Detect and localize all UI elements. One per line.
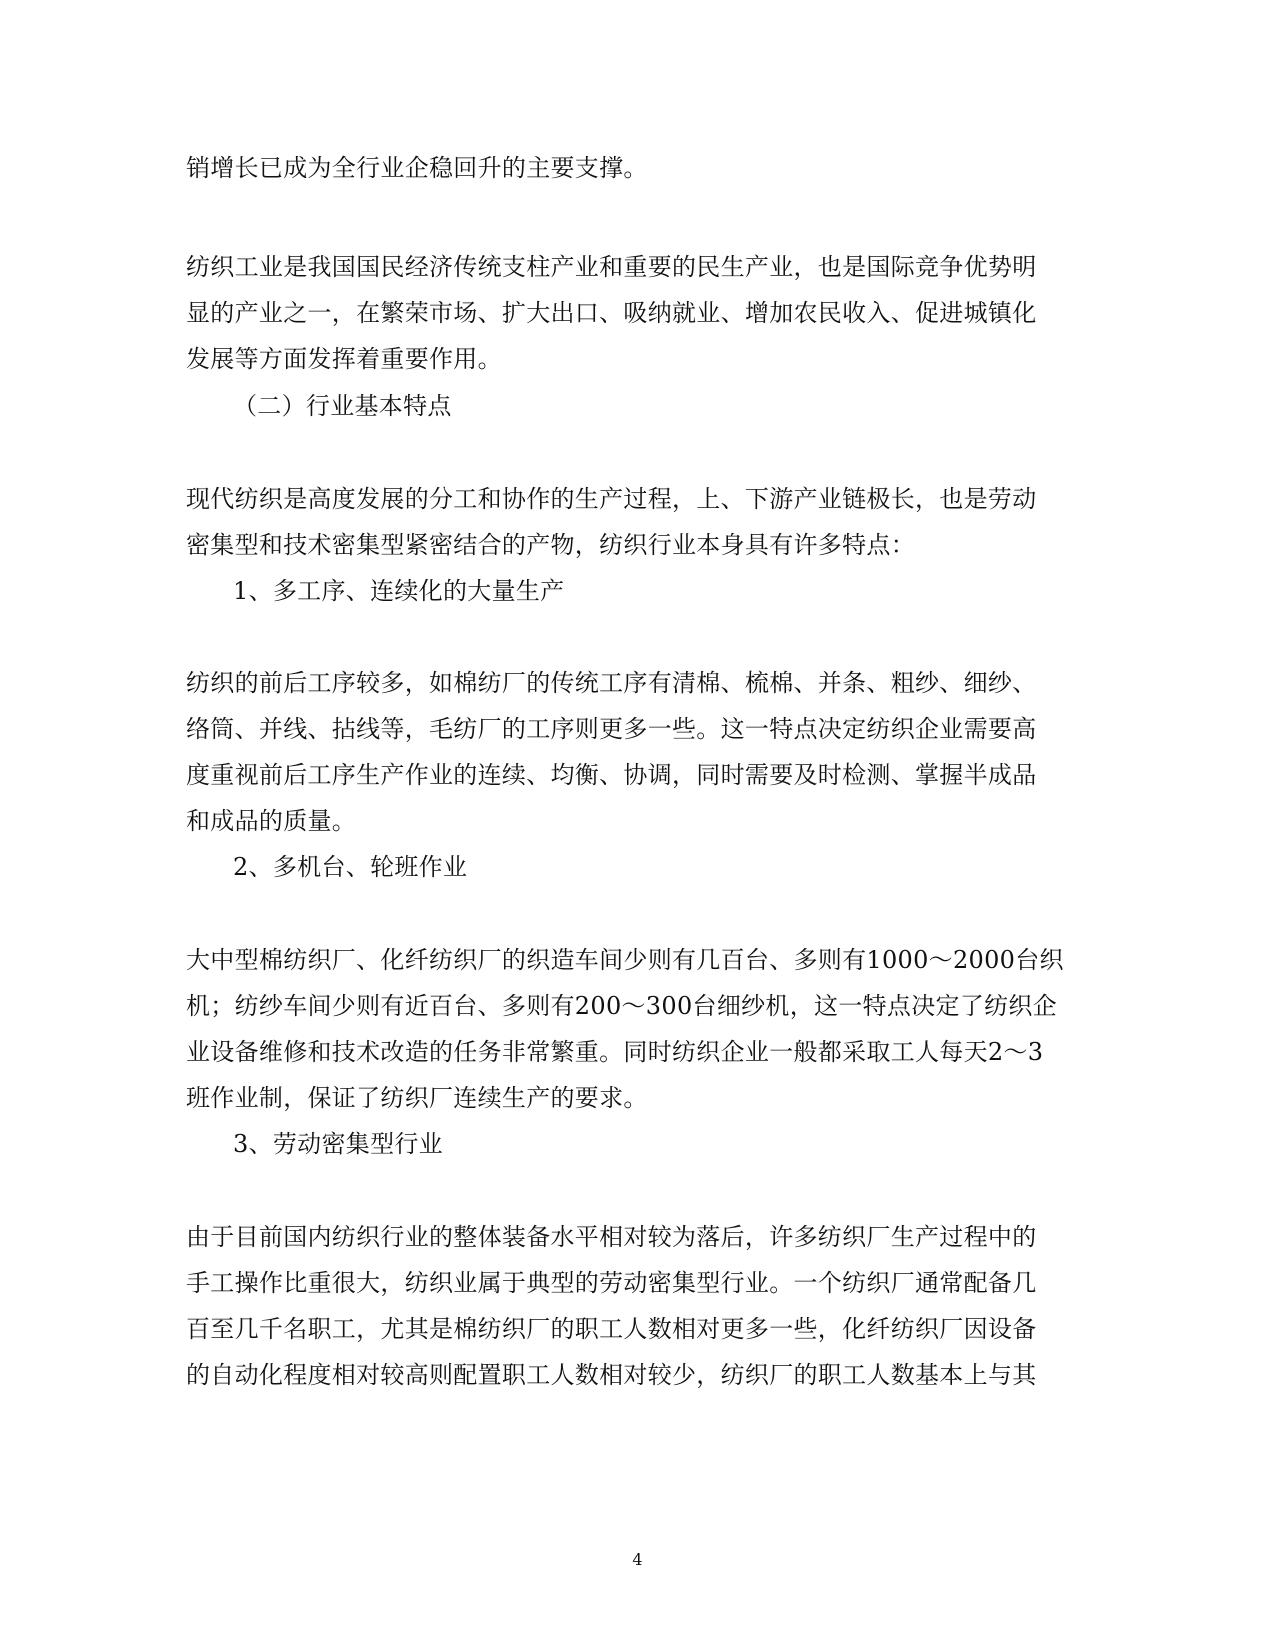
section-heading: （二）行业基本特点 [233,392,452,420]
paragraph-line: 的自动化程度相对较高则配置职工人数相对较少，纺织厂的职工人数基本上与其 [186,1361,1037,1389]
paragraph-line: 度重视前后工序生产作业的连续、均衡、协调，同时需要及时检测、掌握半成品 [186,761,1037,789]
paragraph-line: 显的产业之一，在繁荣市场、扩大出口、吸纳就业、增加农民收入、促进城镇化 [186,299,1037,327]
paragraph-line: 纺织工业是我国国民经济传统支柱产业和重要的民生产业，也是国际竞争优势明 [186,253,1037,281]
paragraph-line: 密集型和技术密集型紧密结合的产物，纺织行业本身具有许多特点： [186,531,915,559]
page-number: 4 [632,1550,643,1569]
paragraph-line: 机；纺纱车间少则有近百台、多则有200～300台细纱机，这一特点决定了纺织企 [186,992,1058,1020]
paragraph-line: 销增长已成为全行业企稳回升的主要支撑。 [186,154,648,182]
paragraph-line: 现代纺织是高度发展的分工和协作的生产过程，上、下游产业链极长，也是劳动 [186,485,1037,513]
subsection-heading: 2、多机台、轮班作业 [233,853,468,881]
subsection-heading: 1、多工序、连续化的大量生产 [233,577,565,605]
paragraph-line: 百至几千名职工，尤其是棉纺织厂的职工人数相对更多一些，化纤纺织厂因设备 [186,1315,1037,1343]
paragraph-line: 大中型棉纺织厂、化纤纺织厂的织造车间少则有几百台、多则有1000～2000台织 [186,946,1064,974]
paragraph-line: 络筒、并线、拈线等，毛纺厂的工序则更多一些。这一特点决定纺织企业需要高 [186,715,1037,743]
paragraph-line: 由于目前国内纺织行业的整体装备水平相对较为落后，许多纺织厂生产过程中的 [186,1223,1037,1251]
paragraph-line: 班作业制，保证了纺织厂连续生产的要求。 [186,1084,648,1112]
paragraph-line: 纺织的前后工序较多，如棉纺厂的传统工序有清棉、梳棉、并条、粗纱、细纱、 [186,669,1037,697]
paragraph-line: 手工操作比重很大，纺织业属于典型的劳动密集型行业。一个纺织厂通常配备几 [186,1269,1037,1297]
paragraph-line: 发展等方面发挥着重要作用。 [186,345,502,373]
paragraph-line: 和成品的质量。 [186,807,357,835]
paragraph-line: 业设备维修和技术改造的任务非常繁重。同时纺织企业一般都采取工人每天2～3 [186,1038,1044,1066]
subsection-heading: 3、劳动密集型行业 [233,1130,443,1158]
